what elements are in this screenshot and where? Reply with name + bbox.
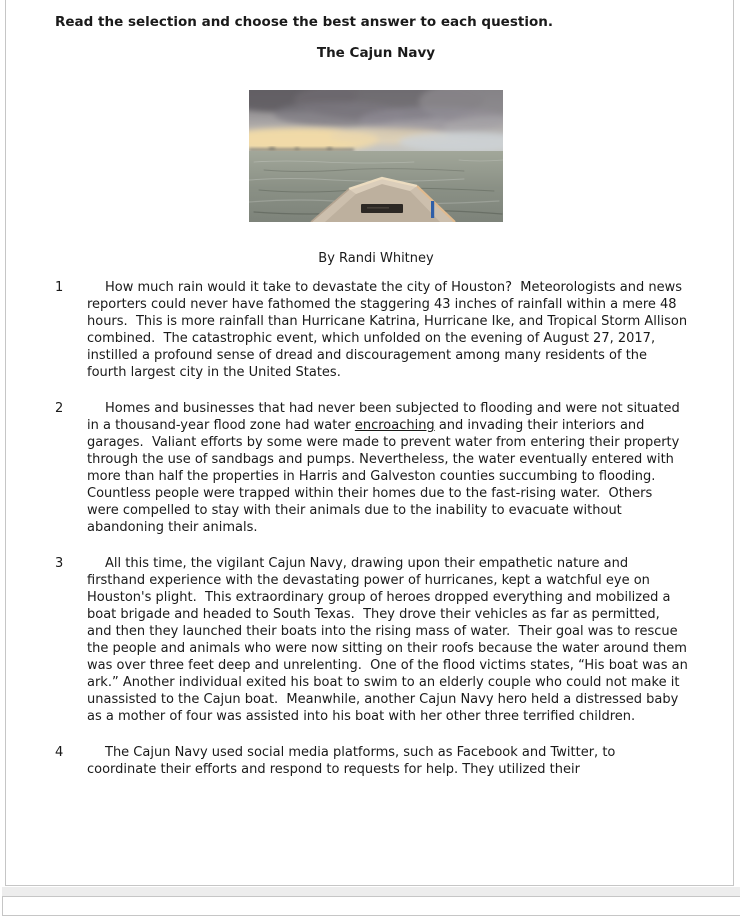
passage-photo [55,90,697,222]
card-divider [2,887,740,896]
paragraph-text-before: Homes and businesses that had never been subjected to flooding and were not situated in a thousand-year flood zone had water [87,401,684,433]
paragraph-number: 1 [55,280,64,295]
paragraph-number: 3 [55,556,64,571]
paragraph-number: 2 [55,401,64,416]
paragraph-1 [55,279,697,381]
paragraph-number: 4 [55,745,64,760]
byline: By Randi Whitney [318,251,434,266]
passage-content [6,0,733,778]
next-card-top-edge [2,896,740,916]
paragraph-3 [55,555,697,725]
passage-body [55,279,697,778]
paragraph-text: The Cajun Navy used social media platforms, such as Facebook and Twitter, to coordinate their efforts and respond to requests for help. They utilized their [87,745,620,777]
underlined-vocab-word: encroaching [354,418,435,433]
paragraph-4 [55,744,697,778]
passage-card [5,0,734,886]
paragraph-text: All this time, the vigilant Cajun Navy, drawing upon their empathetic nature and firsthand experience with the devastating power of hurricanes, kept a watchful eye on Houston's plight. This extraordinary group of heroes dropped everything and mobilized a boat brigade and headed to South Texas. They drove their vehicles as far as permitted, and then they launched their boats into the rising mass of water. Their goal was to rescue the people and animals who were now sitting on their roofs because the water around them was over three feet deep and unrelenting. One of the flood victims states, “His boat was an ark.” Another individual exited his boat to swim to an elderly couple who could not make it unassisted to the Cajun boat. Meanwhile, another Cajun Navy hero held a distressed baby as a mother of four was assisted into his boat with her other three terrified children. [87,556,692,724]
blue-fitting [431,201,434,218]
boat-on-water-photo [249,90,503,222]
passage-title: The Cajun Navy [316,45,436,61]
paragraph-text: How much rain would it take to devastate the city of Houston? Meteorologists and news reporters could never have fathomed the staggering 43 inches of rainfall within a mere 48 hours. This is more rainfall than Hurricane Katrina, Hurricane Ike, and Tropical Storm Allison combined. The catastrophic event, which unfolded on the evening of August 27, 2017, instilled a profound sense of dread and discouragement among many residents of the fourth largest city in the United States. [87,280,692,380]
instruction-heading: Read the selection and choose the best answer to each question. [55,14,553,30]
paragraph-text [87,400,688,536]
paragraph-2 [55,400,697,536]
paragraph-text-after: and invading their interiors and garages. Valiant efforts by some were made to prevent water from entering their property through the use of sandbags and pumps. Nevertheless, the water eventually entered with more than half the properties in Harris and Galveston counties succumbing to flooding. Countless people were trapped within their homes due to the fast-rising water. Others were compelled to stay with their animals due to the inability to evacuate without abandoning their animals. [87,418,684,535]
